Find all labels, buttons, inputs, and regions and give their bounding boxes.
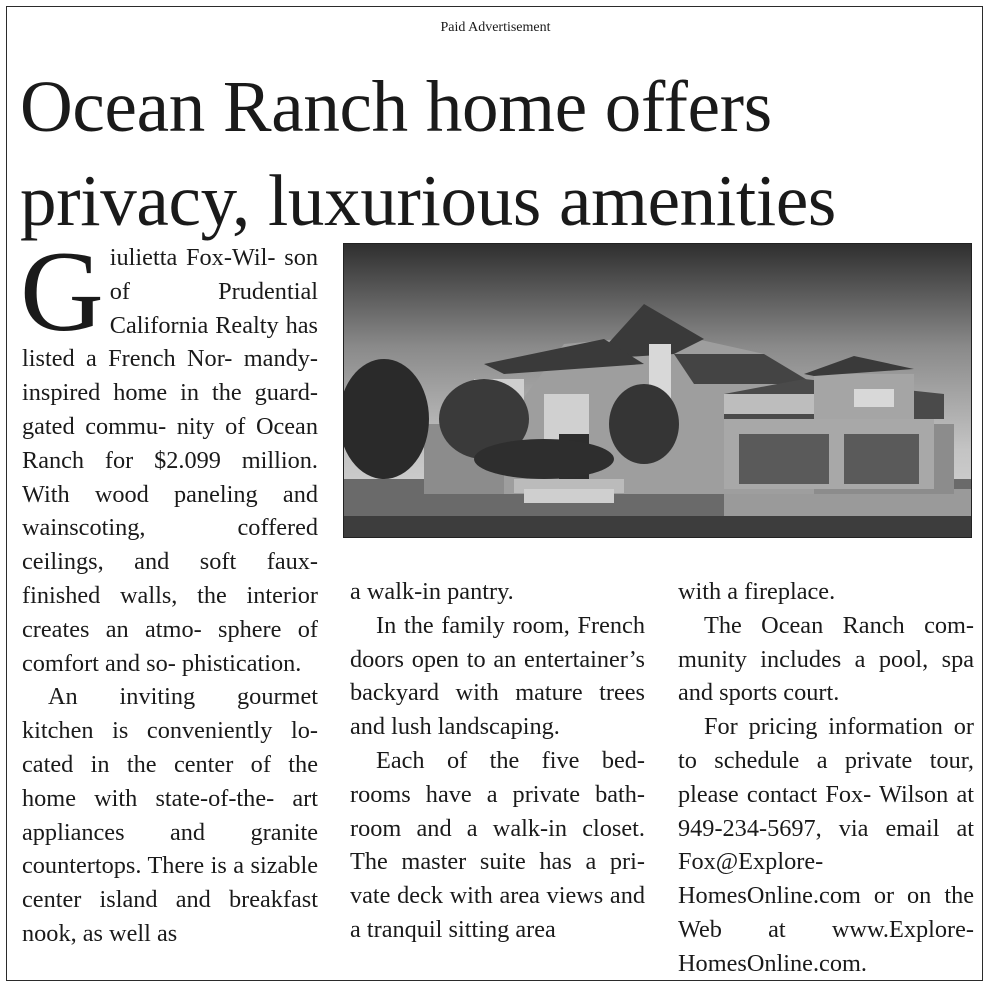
text-line: nity of Ocean Ranch for [22,412,318,474]
text-line: munity includes a pool, [678,645,929,673]
text-line: The Ocean Ranch com- [704,611,974,639]
text-line: coffered ceilings, and soft [22,514,318,576]
text-line: cated in the center of the [22,750,318,778]
article-column-3 [678,575,974,981]
paragraph-bedrooms [350,744,645,947]
text-line: art appliances and granite [22,784,318,846]
text-line: landscaping. [437,713,560,741]
text-line: paneling and wainscoting, [22,480,318,542]
text-line: tour, please contact Fox- [678,746,974,808]
paragraph-kitchen [22,680,318,950]
text-line: phistication. [181,649,302,677]
text-line: son of Prudential [109,244,318,305]
text-line: An inviting gourmet [48,683,318,711]
text-line: a walk-in pantry. [350,578,514,605]
paragraph-family-room [350,609,645,744]
text-line: sizable center island and [22,852,319,914]
text-line: Wilson at 949-234-5697, [678,780,974,842]
text-line: or to schedule a private [678,713,975,774]
text-line: sphere of comfort and so- [22,615,318,677]
text-line: kitchen is conveniently lo- [22,717,318,745]
text-line: room and a walk-in closet. [350,814,645,842]
house-photo [343,243,972,538]
text-line: mandy-inspired home in [22,345,318,407]
text-line: interior creates an atmo- [22,581,318,643]
text-line: breakfast nook, as well as [22,886,319,947]
paragraph-contact [678,710,974,980]
drop-cap: G [20,228,104,356]
article-column-2 [350,575,645,947]
text-line: via email at Fox@Explore- [678,814,975,876]
text-line: countertops. There is a [22,852,245,880]
article-column-1 [20,228,319,951]
text-line: California Realty [109,311,279,339]
text-line: French doors open to an [350,611,645,673]
text-line: The master suite has a pri- [350,848,645,876]
text-line: with mature trees and lush [350,679,645,741]
text-line: has listed a French Nor- [22,311,318,373]
paid-advertisement-label: Paid Advertisement [440,20,551,35]
text-line: HomesOnline.com. [678,949,867,977]
paragraph-pantry [350,575,645,609]
text-line: rooms have a private bath- [350,780,645,808]
text-line: Each of the five bed- [376,746,645,774]
text-line: spa and sports court. [678,645,974,707]
text-line: For pricing information [704,713,943,741]
headline-line-2: privacy, luxurious amenities [20,160,837,241]
paragraph-community [678,609,974,710]
text-line: faux-finished walls, the [22,548,319,609]
text-line: the guard-gated commu- [22,379,318,440]
text-line: vate deck with area views [350,882,604,910]
headline-line-1: Ocean Ranch home offers [20,66,772,147]
text-line: iulietta Fox-Wil- [109,244,276,271]
text-line: the Web at www.Explore- [678,882,974,943]
paragraph-fireplace [678,575,974,609]
headline [20,60,836,248]
paragraph-intro [20,228,319,680]
text-line: with a fireplace. [678,578,836,605]
text-line: entertainer’s backyard [350,645,646,707]
text-line: and a tranquil sitting area [350,882,645,943]
text-line: home with state-of-the- [22,784,275,812]
text-line: $2.099 million. With wood [22,446,318,508]
text-line: HomesOnline.com or on [678,882,932,910]
text-line: In the family room, [376,611,570,639]
